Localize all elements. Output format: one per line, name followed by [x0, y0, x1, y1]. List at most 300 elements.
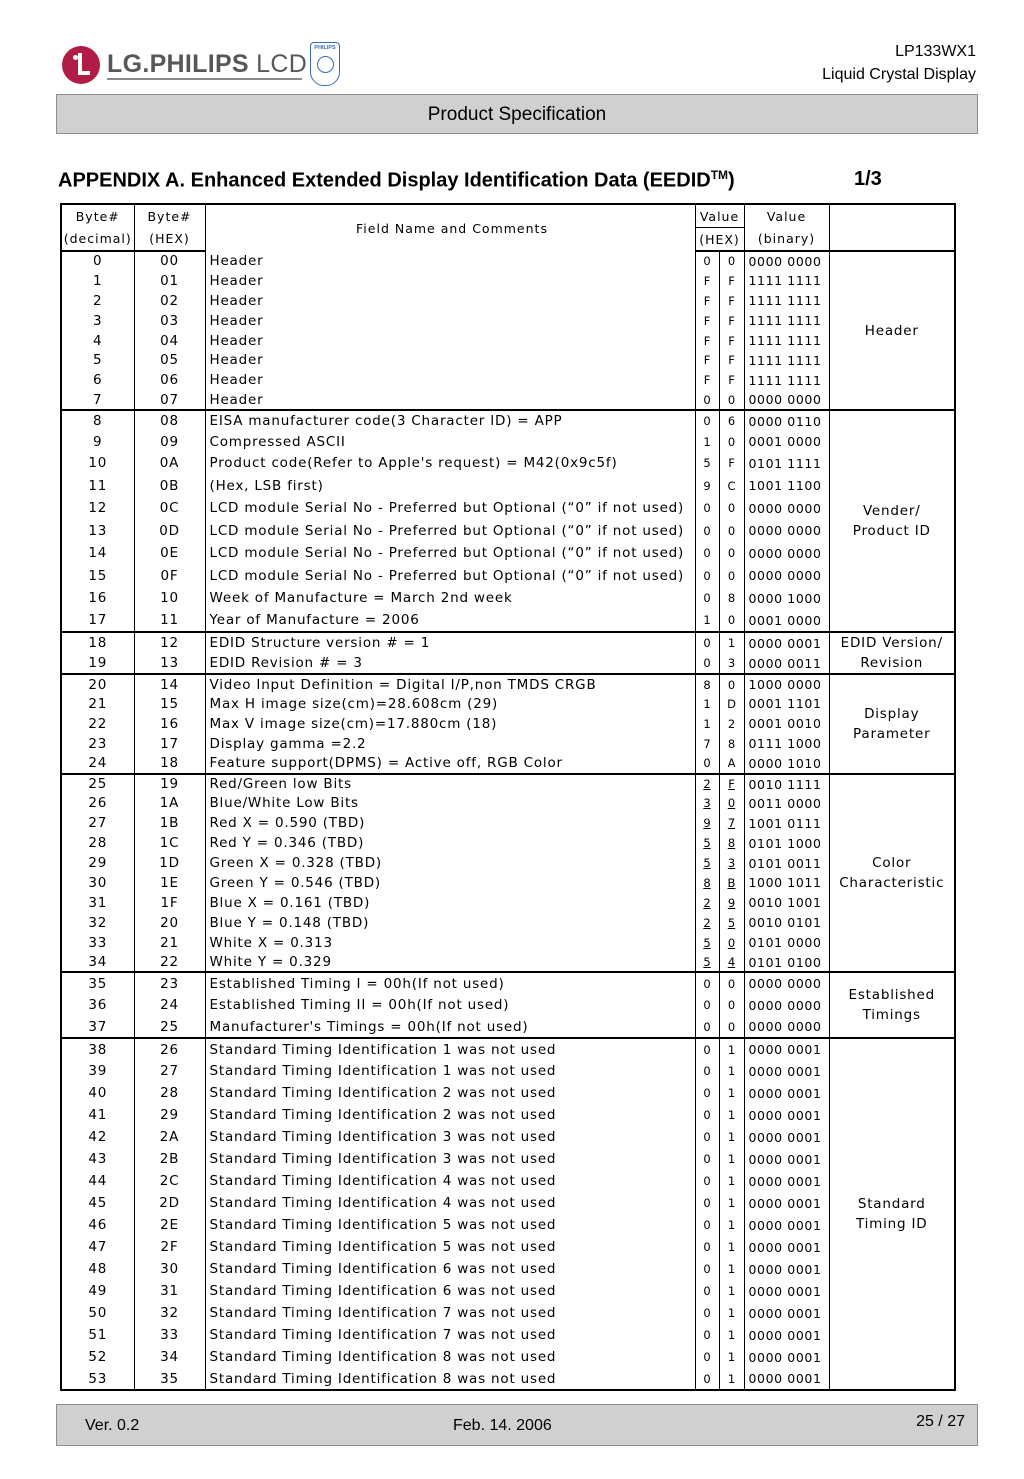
byte-hex-cell: 01	[134, 271, 205, 291]
value-hex-low-cell: 0	[719, 793, 744, 813]
value-binary-cell: 0000 0000	[744, 542, 829, 565]
byte-hex-cell: 29	[134, 1104, 205, 1126]
value-hex-low-cell: 0	[719, 994, 744, 1016]
appendix-title-end: )	[728, 169, 735, 192]
value-binary-cell: 0000 0001	[744, 1038, 829, 1060]
field-name-cell: Week of Manufacture = March 2nd week	[205, 587, 695, 610]
group-label-line: Display	[864, 705, 920, 722]
value-binary-cell: 1000 0000	[744, 674, 829, 694]
field-name-cell: Red/Green low Bits	[205, 774, 695, 794]
header-group	[829, 204, 955, 251]
field-name-cell: Header	[205, 390, 695, 410]
group-label-cell	[829, 251, 955, 410]
value-hex-low-cell: 1	[719, 1324, 744, 1346]
byte-decimal-cell: 25	[61, 774, 134, 794]
byte-decimal-cell: 19	[61, 653, 134, 674]
table-row	[61, 1258, 955, 1280]
value-hex-high-cell: 5	[695, 833, 719, 853]
byte-decimal-cell: 10	[61, 452, 134, 475]
table-row	[61, 497, 955, 520]
byte-hex-cell: 11	[134, 610, 205, 633]
field-name-cell: Product code(Refer to Apple's request) = M42(0x9c5f)	[205, 452, 695, 475]
table-row	[61, 1214, 955, 1236]
table-row	[61, 410, 955, 431]
field-name-cell: Standard Timing Identification 3 was not used	[205, 1148, 695, 1170]
value-binary-cell: 0010 1111	[744, 774, 829, 794]
value-hex-high-cell: 0	[695, 653, 719, 674]
byte-decimal-cell: 12	[61, 497, 134, 520]
byte-hex-cell: 22	[134, 953, 205, 973]
field-name-cell: Standard Timing Identification 7 was not used	[205, 1324, 695, 1346]
value-hex-high-cell: 0	[695, 994, 719, 1016]
field-name-cell: Red Y = 0.346 (TBD)	[205, 833, 695, 853]
byte-hex-cell: 16	[134, 714, 205, 734]
header-field-name: Field Name and Comments	[205, 204, 695, 251]
table-row	[61, 311, 955, 331]
byte-decimal-cell: 37	[61, 1016, 134, 1038]
value-hex-low-cell: F	[719, 311, 744, 331]
value-hex-high-cell: 0	[695, 410, 719, 431]
byte-hex-cell: 2C	[134, 1170, 205, 1192]
value-hex-high-cell: 0	[695, 1192, 719, 1214]
logo-underline	[107, 78, 302, 80]
value-hex-high-cell: 0	[695, 1258, 719, 1280]
table-row	[61, 331, 955, 351]
value-hex-low-cell: 7	[719, 813, 744, 833]
group-label-line: Product ID	[852, 523, 931, 540]
table-row	[61, 674, 955, 694]
group-label-cell	[829, 632, 955, 674]
value-binary-cell: 0000 0001	[744, 1148, 829, 1170]
byte-hex-cell: 0F	[134, 565, 205, 588]
byte-decimal-cell: 6	[61, 370, 134, 390]
value-binary-cell: 1111 1111	[744, 291, 829, 311]
value-hex-low-cell: 1	[719, 1302, 744, 1324]
value-hex-high-cell: 5	[695, 933, 719, 953]
byte-hex-cell: 00	[134, 251, 205, 271]
field-name-cell: Red X = 0.590 (TBD)	[205, 813, 695, 833]
value-hex-low-cell: 1	[719, 1368, 744, 1390]
group-label-cell	[829, 674, 955, 773]
value-binary-cell: 0000 0000	[744, 390, 829, 410]
byte-hex-cell: 17	[134, 734, 205, 754]
value-hex-high-cell: 1	[695, 714, 719, 734]
value-hex-high-cell: 0	[695, 587, 719, 610]
table-row	[61, 1082, 955, 1104]
value-binary-cell: 0000 0110	[744, 410, 829, 431]
group-label-cell	[829, 410, 955, 632]
value-hex-low-cell: 1	[719, 1236, 744, 1258]
field-name-cell: Standard Timing Identification 1 was not used	[205, 1038, 695, 1060]
byte-decimal-cell: 4	[61, 331, 134, 351]
field-name-cell: Standard Timing Identification 2 was not used	[205, 1104, 695, 1126]
value-hex-low-cell: 1	[719, 1192, 744, 1214]
field-name-cell: Header	[205, 350, 695, 370]
table-row	[61, 542, 955, 565]
table-row	[61, 520, 955, 543]
value-hex-high-cell: 2	[695, 893, 719, 913]
value-hex-low-cell: 2	[719, 714, 744, 734]
table-row	[61, 1060, 955, 1082]
group-label-line: Revision	[860, 655, 924, 672]
value-binary-cell: 0000 0001	[744, 1236, 829, 1258]
value-hex-high-cell: 0	[695, 1060, 719, 1082]
byte-hex-cell: 0D	[134, 520, 205, 543]
byte-hex-cell: 0A	[134, 452, 205, 475]
table-row	[61, 734, 955, 754]
table-row	[61, 893, 955, 913]
logo-brand: LG.PHILIPS	[107, 50, 249, 78]
byte-decimal-cell: 11	[61, 475, 134, 498]
byte-hex-cell: 28	[134, 1082, 205, 1104]
value-hex-low-cell: 9	[719, 893, 744, 913]
value-hex-high-cell: F	[695, 331, 719, 351]
byte-hex-cell: 21	[134, 933, 205, 953]
value-hex-low-cell: 0	[719, 520, 744, 543]
value-hex-high-cell: 0	[695, 1236, 719, 1258]
table-row	[61, 1302, 955, 1324]
field-name-cell: Standard Timing Identification 3 was not used	[205, 1126, 695, 1148]
group-label-line: Established	[848, 987, 935, 1004]
byte-decimal-cell: 0	[61, 251, 134, 271]
value-hex-low-cell: A	[719, 754, 744, 774]
byte-decimal-cell: 24	[61, 754, 134, 774]
table-row	[61, 610, 955, 633]
value-binary-cell: 0101 1111	[744, 452, 829, 475]
value-binary-cell: 0001 0010	[744, 714, 829, 734]
value-hex-low-cell: 0	[719, 674, 744, 694]
byte-decimal-cell: 16	[61, 587, 134, 610]
value-hex-low-cell: 0	[719, 972, 744, 994]
value-hex-high-cell: 2	[695, 774, 719, 794]
field-name-cell: Standard Timing Identification 4 was not used	[205, 1192, 695, 1214]
value-hex-high-cell: 0	[695, 390, 719, 410]
group-label-line: Timing ID	[856, 1216, 928, 1233]
table-row	[61, 1126, 955, 1148]
byte-hex-cell: 20	[134, 913, 205, 933]
field-name-cell: Max H image size(cm)=28.608cm (29)	[205, 694, 695, 714]
philips-badge-text: PHILIPS	[314, 45, 336, 51]
byte-decimal-cell: 7	[61, 390, 134, 410]
value-hex-low-cell: 3	[719, 853, 744, 873]
header-value-binary: Value	[744, 204, 829, 228]
value-binary-cell: 0000 0001	[744, 632, 829, 653]
byte-decimal-cell: 23	[61, 734, 134, 754]
byte-decimal-cell: 26	[61, 793, 134, 813]
field-name-cell: EDID Structure version # = 1	[205, 632, 695, 653]
value-binary-cell: 0101 0000	[744, 933, 829, 953]
value-hex-low-cell: 1	[719, 1104, 744, 1126]
eedid-table-body	[61, 204, 955, 1390]
table-header-row	[61, 204, 955, 228]
table-row	[61, 370, 955, 390]
value-hex-high-cell: 1	[695, 694, 719, 714]
value-hex-high-cell: 0	[695, 632, 719, 653]
value-hex-high-cell: 0	[695, 542, 719, 565]
field-name-cell: Header	[205, 370, 695, 390]
byte-hex-cell: 31	[134, 1280, 205, 1302]
byte-hex-cell: 2A	[134, 1126, 205, 1148]
value-hex-high-cell: F	[695, 311, 719, 331]
field-name-cell: Green Y = 0.546 (TBD)	[205, 873, 695, 893]
group-label-line: EDID Version/	[840, 635, 943, 652]
table-row	[61, 475, 955, 498]
byte-decimal-cell: 46	[61, 1214, 134, 1236]
byte-decimal-cell: 48	[61, 1258, 134, 1280]
value-binary-cell: 0000 0001	[744, 1082, 829, 1104]
header-value-hex-sub: (HEX)	[695, 228, 744, 252]
byte-decimal-cell: 15	[61, 565, 134, 588]
value-hex-low-cell: 8	[719, 734, 744, 754]
byte-decimal-cell: 38	[61, 1038, 134, 1060]
byte-hex-cell: 03	[134, 311, 205, 331]
field-name-cell: LCD module Serial No - Preferred but Optional (“0” if not used)	[205, 520, 695, 543]
byte-decimal-cell: 45	[61, 1192, 134, 1214]
byte-hex-cell: 2F	[134, 1236, 205, 1258]
value-binary-cell: 1001 1100	[744, 475, 829, 498]
field-name-cell: EDID Revision # = 3	[205, 653, 695, 674]
byte-decimal-cell: 18	[61, 632, 134, 653]
byte-hex-cell: 10	[134, 587, 205, 610]
byte-decimal-cell: 51	[61, 1324, 134, 1346]
value-binary-cell: 0000 1010	[744, 754, 829, 774]
field-name-cell: Established Timing II = 00h(If not used)	[205, 994, 695, 1016]
value-hex-low-cell: F	[719, 350, 744, 370]
group-label-line: Color	[872, 855, 912, 872]
value-binary-cell: 0000 0000	[744, 1016, 829, 1038]
field-name-cell: Display gamma =2.2	[205, 734, 695, 754]
table-row	[61, 694, 955, 714]
table-row	[61, 1038, 955, 1060]
value-hex-high-cell: 8	[695, 674, 719, 694]
byte-decimal-cell: 50	[61, 1302, 134, 1324]
value-binary-cell: 0000 0001	[744, 1346, 829, 1368]
value-hex-low-cell: F	[719, 271, 744, 291]
table-row	[61, 714, 955, 734]
trademark-superscript: TM	[710, 168, 729, 182]
field-name-cell: LCD module Serial No - Preferred but Optional (“0” if not used)	[205, 542, 695, 565]
byte-decimal-cell: 13	[61, 520, 134, 543]
value-hex-high-cell: 5	[695, 853, 719, 873]
value-hex-high-cell: 9	[695, 813, 719, 833]
value-hex-low-cell: 1	[719, 632, 744, 653]
byte-decimal-cell: 3	[61, 311, 134, 331]
byte-decimal-cell: 49	[61, 1280, 134, 1302]
value-binary-cell: 0000 1000	[744, 587, 829, 610]
byte-decimal-cell: 42	[61, 1126, 134, 1148]
value-hex-low-cell: 1	[719, 1038, 744, 1060]
value-hex-high-cell: F	[695, 271, 719, 291]
byte-hex-cell: 08	[134, 410, 205, 431]
group-label-line: Vender/	[862, 503, 921, 520]
table-row	[61, 587, 955, 610]
value-hex-high-cell: 5	[695, 452, 719, 475]
byte-decimal-cell: 29	[61, 853, 134, 873]
field-name-cell: Video Input Definition = Digital I/P,non TMDS CRGB	[205, 674, 695, 694]
value-binary-cell: 0000 0000	[744, 565, 829, 588]
appendix-title-text: APPENDIX A. Enhanced Extended Display Identification Data (EEDID	[58, 169, 711, 192]
value-binary-cell: 0000 0001	[744, 1324, 829, 1346]
value-binary-cell: 0000 0000	[744, 251, 829, 271]
byte-decimal-cell: 34	[61, 953, 134, 973]
field-name-cell: Standard Timing Identification 8 was not used	[205, 1368, 695, 1390]
byte-hex-cell: 12	[134, 632, 205, 653]
value-binary-cell: 0000 0001	[744, 1302, 829, 1324]
byte-decimal-cell: 32	[61, 913, 134, 933]
value-hex-high-cell: 0	[695, 1104, 719, 1126]
byte-hex-cell: 32	[134, 1302, 205, 1324]
table-row	[61, 271, 955, 291]
table-row	[61, 1280, 955, 1302]
company-logo	[62, 42, 352, 92]
field-name-cell: Standard Timing Identification 5 was not used	[205, 1236, 695, 1258]
header-byte-hex: Byte#	[134, 204, 205, 228]
header-byte-hex-sub: (HEX)	[134, 228, 205, 252]
byte-decimal-cell: 9	[61, 431, 134, 452]
field-name-cell: Standard Timing Identification 7 was not used	[205, 1302, 695, 1324]
value-binary-cell: 0011 0000	[744, 793, 829, 813]
value-hex-high-cell: 1	[695, 610, 719, 633]
value-hex-low-cell: 1	[719, 1280, 744, 1302]
byte-hex-cell: 2D	[134, 1192, 205, 1214]
byte-decimal-cell: 41	[61, 1104, 134, 1126]
byte-decimal-cell: 17	[61, 610, 134, 633]
byte-decimal-cell: 1	[61, 271, 134, 291]
byte-decimal-cell: 27	[61, 813, 134, 833]
field-name-cell: White X = 0.313	[205, 933, 695, 953]
header-byte-decimal-sub: (decimal)	[61, 228, 134, 252]
value-hex-low-cell: D	[719, 694, 744, 714]
value-hex-low-cell: 0	[719, 431, 744, 452]
byte-hex-cell: 1C	[134, 833, 205, 853]
field-name-cell: Green X = 0.328 (TBD)	[205, 853, 695, 873]
table-row	[61, 813, 955, 833]
value-hex-low-cell: C	[719, 475, 744, 498]
value-hex-low-cell: 5	[719, 913, 744, 933]
table-row	[61, 994, 955, 1016]
table-row	[61, 774, 955, 794]
field-name-cell: Standard Timing Identification 1 was not used	[205, 1060, 695, 1082]
table-row	[61, 1368, 955, 1390]
lg-face-logo-icon	[62, 46, 100, 84]
byte-hex-cell: 1E	[134, 873, 205, 893]
field-name-cell: EISA manufacturer code(3 Character ID) = APP	[205, 410, 695, 431]
byte-decimal-cell: 5	[61, 350, 134, 370]
value-hex-low-cell: F	[719, 370, 744, 390]
table-row	[61, 291, 955, 311]
table-row	[61, 913, 955, 933]
value-hex-high-cell: 0	[695, 972, 719, 994]
header-value-binary-sub: (binary)	[744, 228, 829, 252]
value-hex-high-cell: 0	[695, 497, 719, 520]
byte-decimal-cell: 47	[61, 1236, 134, 1258]
value-hex-high-cell: 0	[695, 251, 719, 271]
value-binary-cell: 0000 0000	[744, 972, 829, 994]
value-hex-high-cell: 0	[695, 1148, 719, 1170]
field-name-cell: Year of Manufacture = 2006	[205, 610, 695, 633]
value-hex-low-cell: 1	[719, 1258, 744, 1280]
footer-page-number: 25 / 27	[916, 1413, 965, 1430]
field-name-cell: Blue X = 0.161 (TBD)	[205, 893, 695, 913]
value-binary-cell: 0000 0001	[744, 1170, 829, 1192]
field-name-cell: Standard Timing Identification 8 was not used	[205, 1346, 695, 1368]
group-label-cell	[829, 972, 955, 1038]
byte-decimal-cell: 22	[61, 714, 134, 734]
value-binary-cell: 1111 1111	[744, 370, 829, 390]
appendix-title	[58, 168, 735, 193]
group-label-line: Header	[864, 322, 919, 339]
byte-decimal-cell: 35	[61, 972, 134, 994]
value-hex-high-cell: 0	[695, 1214, 719, 1236]
table-row	[61, 452, 955, 475]
value-hex-low-cell: 1	[719, 1126, 744, 1148]
philips-shield-icon	[310, 42, 340, 86]
field-name-cell: Feature support(DPMS) = Active off, RGB Color	[205, 754, 695, 774]
value-hex-low-cell: 0	[719, 1016, 744, 1038]
value-hex-high-cell: 9	[695, 475, 719, 498]
value-binary-cell: 0001 0000	[744, 431, 829, 452]
value-hex-high-cell: 0	[695, 1126, 719, 1148]
value-hex-low-cell: 4	[719, 953, 744, 973]
footer-bar	[56, 1404, 978, 1446]
value-hex-high-cell: 0	[695, 1302, 719, 1324]
field-name-cell: Blue Y = 0.148 (TBD)	[205, 913, 695, 933]
byte-decimal-cell: 30	[61, 873, 134, 893]
value-binary-cell: 0000 0000	[744, 994, 829, 1016]
document-model: LP133WX1	[895, 43, 976, 60]
table-row	[61, 632, 955, 653]
value-hex-low-cell: 0	[719, 610, 744, 633]
value-hex-high-cell: 0	[695, 520, 719, 543]
appendix-page-indicator: 1/3	[854, 168, 882, 190]
byte-hex-cell: 33	[134, 1324, 205, 1346]
value-hex-high-cell: 3	[695, 793, 719, 813]
byte-hex-cell: 30	[134, 1258, 205, 1280]
group-label-cell	[829, 774, 955, 973]
byte-hex-cell: 1B	[134, 813, 205, 833]
byte-decimal-cell: 43	[61, 1148, 134, 1170]
document-type: Liquid Crystal Display	[822, 66, 976, 83]
value-binary-cell: 0010 1001	[744, 893, 829, 913]
byte-hex-cell: 19	[134, 774, 205, 794]
value-binary-cell: 0101 1000	[744, 833, 829, 853]
field-name-cell: Manufacturer's Timings = 00h(If not used)	[205, 1016, 695, 1038]
byte-hex-cell: 1A	[134, 793, 205, 813]
byte-hex-cell: 05	[134, 350, 205, 370]
field-name-cell: Header	[205, 331, 695, 351]
value-binary-cell: 0000 0001	[744, 1368, 829, 1390]
value-hex-low-cell: 0	[719, 497, 744, 520]
value-hex-low-cell: 8	[719, 587, 744, 610]
eedid-table	[60, 203, 956, 1391]
value-hex-low-cell: 0	[719, 390, 744, 410]
header-value-hex: Value	[695, 204, 744, 228]
table-row	[61, 1104, 955, 1126]
field-name-cell: LCD module Serial No - Preferred but Optional (“0” if not used)	[205, 497, 695, 520]
table-row	[61, 1016, 955, 1038]
byte-hex-cell: 06	[134, 370, 205, 390]
byte-decimal-cell: 14	[61, 542, 134, 565]
value-binary-cell: 0000 0001	[744, 1192, 829, 1214]
table-row	[61, 653, 955, 674]
value-hex-low-cell: F	[719, 774, 744, 794]
value-hex-low-cell: 1	[719, 1214, 744, 1236]
byte-hex-cell: 27	[134, 1060, 205, 1082]
field-name-cell: Max V image size(cm)=17.880cm (18)	[205, 714, 695, 734]
byte-hex-cell: 04	[134, 331, 205, 351]
value-hex-low-cell: 0	[719, 251, 744, 271]
value-binary-cell: 0001 0000	[744, 610, 829, 633]
